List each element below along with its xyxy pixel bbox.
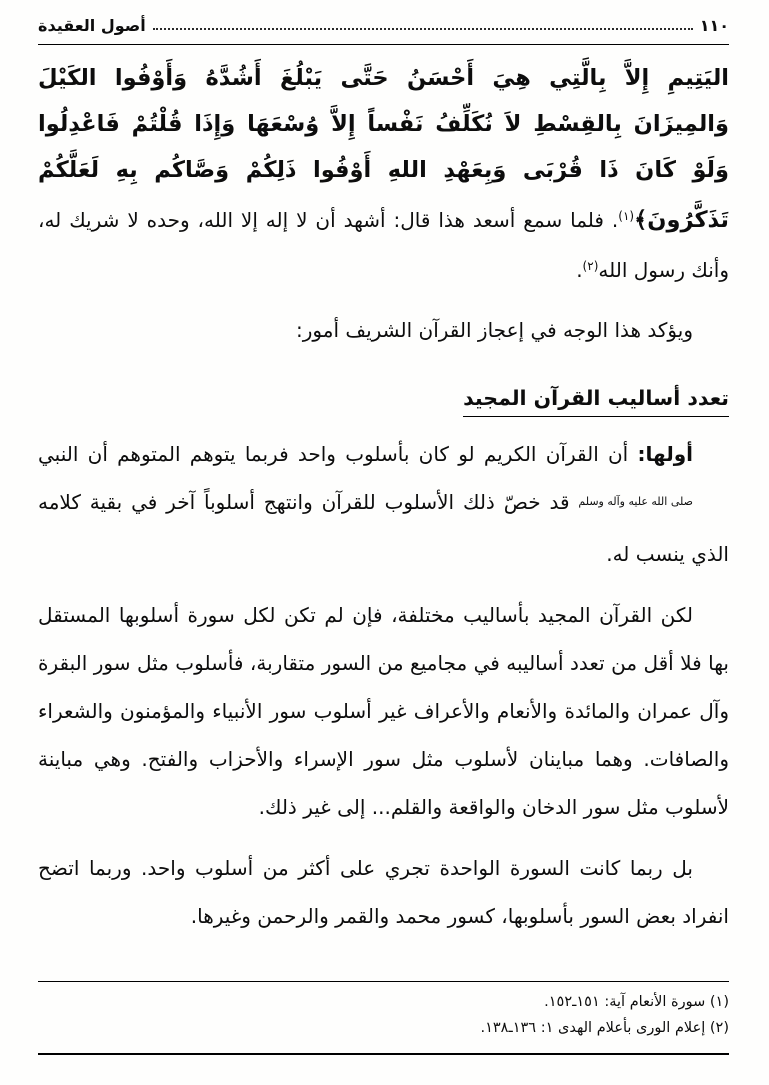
page-body xyxy=(38,45,729,981)
footnote-2: (٢) إعلام الورى بأعلام الهدى ١: ١٣٦ـ١٣٨. xyxy=(480,1020,729,1036)
page-bottom-rule xyxy=(38,1053,729,1055)
footnote-separator-rule xyxy=(38,981,729,982)
first-point-text-b: قد خصّ ذلك الأسلوب للقرآن وانتهج أسلوباً آخر في بقية كلامه الذي ينسب له. xyxy=(38,490,729,566)
narration-tail: . xyxy=(576,258,583,282)
first-point-paragraph xyxy=(38,430,729,578)
footnotes-section xyxy=(38,981,729,1041)
footnote-ref-2: (٢) xyxy=(582,259,599,273)
book-title: أصول العقيدة xyxy=(38,16,146,35)
first-point-text-a: أن القرآن الكريم لو كان بأسلوب واحد فربما يتوهم المتوهم أن النبي xyxy=(38,442,638,466)
quran-verse-text: اليَتِيمِ إِلاَّ بِالَّتِي هِيَ أَحْسَنُ حَتَّى يَبْلُغَ أَشُدَّهُ وَأَوْفُوا الكَيْلَ وَالمِيزَانَ بِالقِسْطِ لاَ نُكَلِّفُ نَفْساً إِلاَّ وُسْعَهَا وَإِذَا قُلْتُمْ فَاعْدِلُوا وَلَوْ كَانَ ذَا قُرْبَى وَبِعَهْدِ اللهِ أَوْفُوا ذَلِكُمْ وَصَّاكُم بِهِ لَعَلَّكُمْ تَذَكَّرُونَ﴾ xyxy=(38,65,729,233)
prophet-salutation: صلى الله عليه وآله وسلم xyxy=(578,495,693,508)
quran-verse-paragraph xyxy=(38,55,729,293)
narration-text: . فلما سمع أسعد هذا قال: أشهد أن لا إله إلا الله، وحده لا شريك له، وأنك رسول الله xyxy=(38,208,729,282)
header-dotted-leader xyxy=(153,28,693,30)
footnote-ref-1: (١) xyxy=(618,209,635,223)
page-number: ١١٠ xyxy=(699,16,729,35)
section-heading-text: تعدد أساليب القرآن المجيد xyxy=(463,386,729,417)
footnote-1: (١) سورة الأنعام آية: ١٥١ـ١٥٢. xyxy=(544,994,729,1010)
intro-paragraph: ويؤكد هذا الوجه في إعجاز القرآن الشريف أمور: xyxy=(296,318,693,342)
styles-comparison-paragraph: لكن القرآن المجيد بأساليب مختلفة، فإن لم تكن لكل سورة أسلوبها المستقل بها فلا أقل من تعدد أساليبه في مجاميع من السور متقاربة، فأسلوب مثل سور البقرة وآل عمران والمائدة والأنعام والأعراف غير أسلوب سور الأنبياء والمؤمنون والشعراء والصافات. وهما مباينان لأسلوب مثل سور الإسراء والأحزاب والفتح. وهي مباينة لأسلوب مثل سور الدخان والواقعة والقلم... إلى غير ذلك. xyxy=(38,603,729,819)
first-point-lead: أولها: xyxy=(637,442,693,466)
page-header xyxy=(38,16,729,35)
single-surah-paragraph: بل ربما كانت السورة الواحدة تجري على أكثر من أسلوب واحد. وربما اتضح انفراد بعض السور بأسلوبها، كسور محمد والقمر والرحمن وغيرها. xyxy=(38,856,729,928)
section-heading xyxy=(38,386,729,417)
